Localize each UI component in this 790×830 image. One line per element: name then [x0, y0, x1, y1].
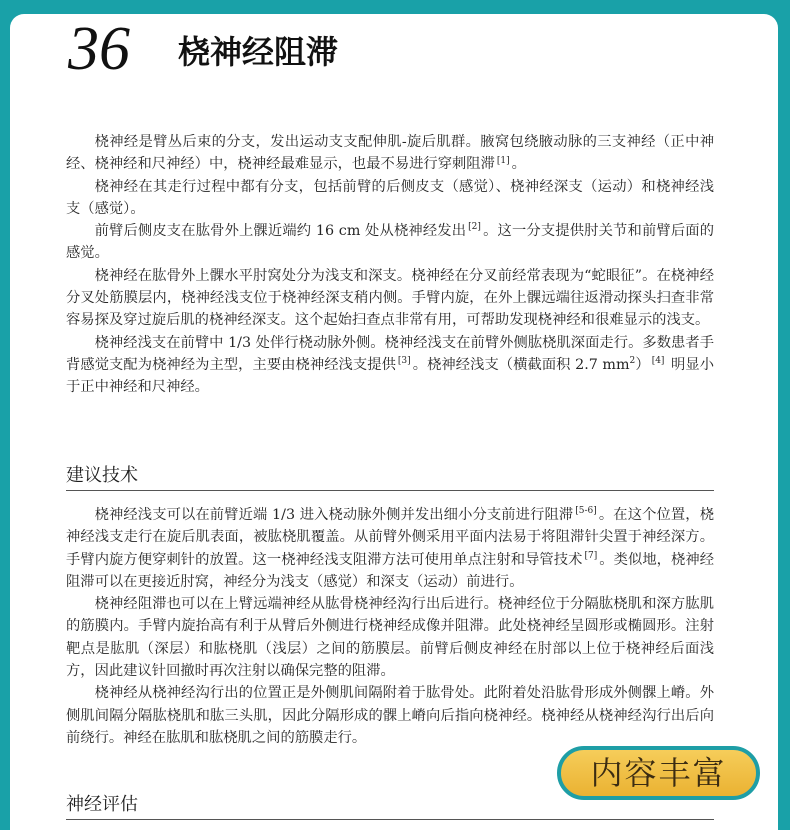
paragraph-text: 桡神经是臂丛后束的分支，发出运动支支配伸肌-旋后肌群。腋窝包绕腋动脉的三支神经（正中神经、桡神经和尺神经）中，桡神经最难显示，也最不易进行穿刺阻滞: [66, 134, 714, 173]
paragraph-text: 。: [511, 156, 526, 173]
paragraph-text: 。在这个位置，桡神经浅支走行在旋后肌表面，被肱桡肌覆盖。从前臂外侧采用平面内法易于将阻滞针尖置于神经深方。手臂内旋方便穿刺针的放置。这一桡神经浅支阻滞方法可使用单点注射和导管技术: [66, 507, 714, 568]
section-heading-assessment: 神经评估: [66, 793, 714, 820]
paragraph-text: 前臂后侧皮支在肱骨外上髁近端约 16 cm 处从桡神经发出: [94, 223, 467, 240]
paragraph: 桡神经阻滞也可以在上臂远端神经从肱骨桡神经沟行出后进行。桡神经位于分隔肱桡肌和深方肱肌的筋膜内。手臂内旋抬高有利于从臂后外侧进行桡神经成像并阻滞。此处桡神经呈圆形或椭圆形。注射靶点是肱肌（深层）和肱桡肌（浅层）之间的筋膜层。前臂后侧皮神经在肘部以上位于桡神经后面浅方，因此建议针回撤时再次注射以确保完整的阻滞。: [66, 596, 714, 680]
paragraph: 桡神经在其走行过程中都有分支，包括前臂的后侧皮支（感觉）、桡神经深支（运动）和桡神经浅支（感觉）。: [66, 178, 714, 217]
citation: [5-6]: [575, 506, 597, 517]
citation: [7]: [584, 550, 598, 561]
chapter-title: 桡神经阻滞: [178, 33, 339, 71]
paragraph-text: 桡神经浅支在前臂中 1/3 处伴行桡动脉外侧。桡神经浅支在前臂外侧肱桡肌深面走行。多数患者手背感觉支配为桡神经为主型，主要由桡神经浅支提供: [66, 334, 714, 373]
promo-badge: 内容丰富: [557, 746, 760, 800]
paragraph: 桡神经从桡神经沟行出的位置正是外侧肌间隔附着于肱骨处。此附着处沿肱骨形成外侧髁上嵴。外侧肌间隔分隔肱桡肌和肱三头肌，因此分隔形成的髁上嵴向后指向桡神经。桡神经从桡神经沟行出后向前绕行。神经在肱肌和肱桡肌之间的筋膜走行。: [66, 685, 714, 746]
paragraph: [66, 504, 714, 593]
unit-exponent: 2: [629, 356, 636, 367]
paragraph-text: 明显小于正中神经和尺神经。: [66, 356, 715, 396]
section-heading-technique: 建议技术: [66, 464, 714, 491]
paragraph: [66, 332, 714, 399]
chapter-number: 36: [68, 15, 130, 83]
citation: [2]: [468, 222, 481, 233]
paragraph-text: 。桡神经浅支（横截面积 2.7 mm: [412, 356, 630, 373]
paragraph: [66, 220, 714, 265]
paragraph: 桡神经在肱骨外上髁水平肘窝处分为浅支和深支。桡神经在分叉前经常表现为“蛇眼征”。在桡神经分叉处筋膜层内，桡神经浅支位于桡神经深支稍内侧。手臂内旋，在外上髁远端往返滑动探头扫查非常容易探及穿过旋后肌的桡神经深支。这个起始扫查点非常有用，可帮助发现桡神经和很难显示的浅支。: [66, 267, 714, 329]
paragraph-text: 。这一分支提供肘关节和前臂后面的感觉。: [66, 223, 715, 262]
citation: [1]: [496, 155, 510, 166]
paragraph-text: 。类似地，桡神经阻滞可以在更接近肘窝，神经分为浅支（感觉）和深支（运动）前进行。: [66, 551, 715, 590]
paragraph-text: 桡神经浅支可以在前臂近端 1/3 进入桡动脉外侧并发出细小分支前进行阻滞: [94, 507, 574, 523]
book-page: [10, 14, 778, 830]
paragraph-text: ）: [635, 356, 650, 373]
citation: [3]: [397, 356, 411, 367]
citation: [4]: [651, 356, 665, 367]
intro-section: [66, 131, 714, 399]
paragraph: [66, 131, 714, 176]
technique-section: [66, 504, 714, 749]
